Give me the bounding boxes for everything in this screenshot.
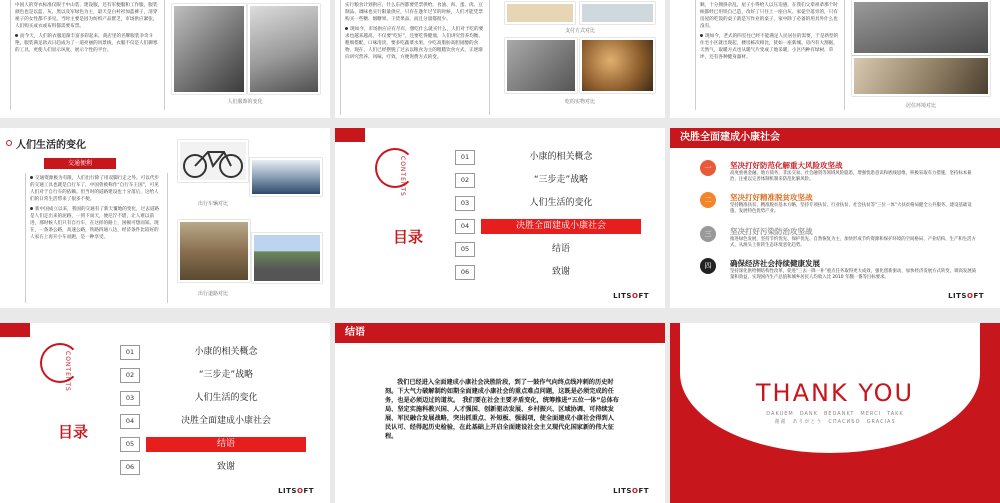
- toc-item-label: “三步走”战略: [198, 370, 254, 380]
- logo-part-c: FT: [973, 292, 984, 300]
- step-1-title: 坚决打好防范化解重大风险攻坚战: [730, 161, 843, 170]
- thank-you-languages-1: DAKUEM DANK BEDANKT MERCI TAKK: [766, 411, 904, 417]
- slide-transport[interactable]: [0, 128, 330, 308]
- step-2-icon: 二: [700, 192, 716, 208]
- toc-item-label: 结语: [146, 437, 306, 452]
- litsoft-logo: [613, 292, 649, 300]
- clothing-para-old: 中国人的穿衣标准仅限于中山装、建设服，还有军便服和工作服，服装颜色也是以蓝、灰、黑以及军绿色为主，最天是白衬衫加蓝裤子，清穿裙子的女性都不多见。当时主要是因为纺织产品匮乏，市场供应紧张，人们购买成衣或布料都需要布票。: [15, 3, 158, 29]
- contents-chinese-text: 目录: [393, 228, 424, 246]
- toc-item-number: 05: [120, 437, 140, 452]
- bullet-icon: [345, 27, 348, 30]
- thank-you-title: THANK YOU: [755, 379, 915, 407]
- contents-chinese-text: 目录: [58, 423, 89, 441]
- payment-caption: 支付方式对比: [564, 28, 595, 34]
- toc-item-number: 04: [455, 219, 475, 234]
- ration-coupon-photo: [505, 2, 575, 24]
- slide-food[interactable]: [335, 0, 665, 118]
- step-3-icon: 三: [700, 226, 716, 242]
- housing-para-new: [700, 33, 840, 61]
- logo-part-b: O: [966, 292, 974, 300]
- slide-housing[interactable]: [670, 0, 1000, 118]
- food-para-new-text: 现如今，市场供应应有尽有，想吃什么就买什么，人们对于吃的要求也越来越高，不仅要“吃好”，还要吃得健康，人们讲究营养均衡、粗细搭配，口味清淡，要多吃蔬菜水果，少吃高脂肪高胆固醇的食物，现在，人们已经摆脱了过去以粮食为主的粗糙饮食方式，正逐渐向讲究营养、风味、疗效、方便询费方式转变。: [345, 27, 484, 60]
- logo-part-a: LITS: [613, 487, 632, 495]
- vehicle-caption: 出行车辆对比: [197, 201, 228, 207]
- toc-item-03[interactable]: [455, 196, 655, 212]
- toc-item-number: 01: [455, 150, 475, 165]
- modern-food-photo: [580, 38, 655, 93]
- toc-item-number: 03: [455, 196, 475, 211]
- logo-part-c: FT: [638, 292, 649, 300]
- highway-photo: [252, 233, 322, 283]
- toc-branding: [375, 148, 425, 288]
- litsoft-logo: [278, 487, 314, 495]
- logo-part-c: FT: [303, 487, 314, 495]
- modern-housing-photo: [852, 56, 990, 96]
- corner-bar: [0, 323, 30, 337]
- logo-part-c: FT: [638, 487, 649, 495]
- logo-part-a: LITS: [613, 292, 632, 300]
- slide-clothing[interactable]: [0, 0, 330, 118]
- toc-item-label: 人们生活的变化: [194, 393, 258, 403]
- slide-title: 结语: [335, 323, 665, 343]
- toc-item-number: 04: [120, 414, 140, 429]
- toc-item-number: 06: [120, 460, 140, 475]
- toc-branding: [40, 343, 90, 483]
- bullet-icon: [15, 34, 18, 37]
- toc-item-05[interactable]: [120, 437, 320, 453]
- bullet-icon: [30, 176, 33, 179]
- logo-part-b: O: [631, 487, 639, 495]
- toc-item-01[interactable]: [455, 150, 655, 166]
- contents-english: CONTENTS: [399, 156, 406, 197]
- road-caption: 出行道路对比: [197, 291, 228, 297]
- contents-circle-icon: [40, 343, 80, 383]
- step-1-text: 高度重视金融、地方债务、非法交易、社会融资等领域风险隐患，增强忧患意识和底线思维，积极采取有力措施，坚持标本兼治，注重以完善体制机制来防范化解风险。: [730, 171, 972, 182]
- housing-text: [695, 0, 845, 110]
- clothing-caption: 人们服饰的变化: [227, 99, 263, 105]
- modern-clothing-photo: [248, 4, 320, 94]
- clothing-para-new: [15, 33, 160, 54]
- toc-item-number: 06: [455, 265, 475, 280]
- dirt-road-photo: [178, 220, 250, 282]
- topic-badge: 交通便利: [44, 158, 116, 169]
- slide-title: 决胜全面建成小康社会: [670, 128, 1000, 148]
- housing-caption: 居住环境对比: [905, 103, 936, 109]
- toc-item-number: 03: [120, 391, 140, 406]
- toc-item-05[interactable]: [455, 242, 655, 258]
- step-1-icon: 一: [700, 160, 716, 176]
- thank-you-languages-2: 谢谢 ありがとう СПАСИБО GRACIAS: [774, 419, 896, 425]
- slide-thank-you[interactable]: [670, 323, 1000, 503]
- toc-item-label: 小康的相关概念: [529, 152, 593, 162]
- toc-item-label: 致谢: [551, 267, 570, 277]
- toc-item-04[interactable]: [455, 219, 655, 235]
- toc-item-label: 结语: [551, 244, 570, 254]
- contents-chinese: [393, 228, 423, 246]
- toc-item-01[interactable]: [120, 345, 320, 361]
- logo-part-b: O: [296, 487, 304, 495]
- toc-item-number: 01: [120, 345, 140, 360]
- old-housing-photo: [852, 0, 990, 55]
- food-caption: 吃的实物对比: [564, 99, 595, 105]
- slide-toc-05[interactable]: [0, 323, 330, 503]
- housing-para-new-text: 现如今，老式的四室往已经不能满足人民居住的需要，于是新型的住宅小区就出现起，楼房栋次相比，犹如一座新城。房内有大割据，天然气，取暖方式也从暖气片变成了地采暖，小区内种有绿树、草坪，还有各种健身器材。: [700, 34, 839, 60]
- transport-para-old-text: 交通资源极为有限，人们出行除了用双脚行走之外，可以代步的交通工具也就是自行车了，中国曾被称作“自行车王国”，可见人们对于自行车的依赖。但当时的道路建设也十分落后，这给人们的日常生活带来了很多不便。: [30, 176, 160, 202]
- step-2-title: 坚决打好精准脱贫攻坚战: [730, 193, 813, 202]
- step-2-text: 坚持精准扶贫、精准脱贫基本方略，坚持专项扶贫、行业扶贫、社会扶贫等“三位一体”大扶贫格局健全公共服务、建设基础设施、发展特色优势产业。: [730, 203, 972, 214]
- bicycle-photo: [178, 140, 248, 182]
- transport-para-old: [30, 175, 163, 203]
- corner-bar: [335, 128, 365, 142]
- logo-part-b: O: [631, 292, 639, 300]
- toc-item-02[interactable]: [455, 173, 655, 189]
- slide-toc-04[interactable]: [335, 128, 665, 308]
- contents-english: CONTENTS: [64, 351, 71, 392]
- litsoft-logo: [613, 487, 649, 495]
- clothing-text: [10, 0, 165, 110]
- step-3-title: 坚决打好污染防治攻坚战: [730, 227, 813, 236]
- toc-item-number: 05: [455, 242, 475, 257]
- old-clothing-photo: [172, 4, 246, 94]
- toc-item-label: 致谢: [216, 462, 235, 472]
- step-4-text: 坚持深化供给侧结构性改革，促进“三去一降一补”重点任务取得更大成效，强化创新驱动，加快经济发展方式转变，调高发展质量和效益，实现国内生产总值和城乡居民人均收入比 2010 年翻一番等目标要求。: [730, 269, 977, 280]
- clothing-para-new-text: 而今天，人们的衣服追渐丰富多彩起来，商店里的名牌服装争奇斗艳，服装满足款式日趋成为了一道亮丽的风景线，衣服不仅是人们御寒的工具，更使人们显示风度、展示个性的平台。: [15, 34, 158, 53]
- heading-circle-icon: [6, 140, 12, 146]
- toc-item-label: 决胜全面建成小康社会: [180, 416, 271, 426]
- litsoft-logo: [948, 292, 984, 300]
- step-3-text: 推进绿色发展，坚持节约优先、保护优先、自然恢复为主，加快形成节约资源和保护环境的空间格局、产业结构、生产和生活方式，从源头上扭转生态环境恶化趋势。: [730, 237, 976, 248]
- logo-part-a: LITS: [278, 487, 297, 495]
- toc-item-number: 02: [455, 173, 475, 188]
- transport-para-new-text: 新中国成立以来，我国的交通有了新天覆地的变化，过去道路是人们走出来的泥路，一到下雨天，便尼泞不堪，让人难以前进，那时候人们只有自行车，在这样的路上，困顿可想而知。现在，一条条公路，高速公路，铁路四通八达，经济条件比较好的人家在上再开小车而跑，是一种享受。: [30, 207, 160, 240]
- toc-item-06[interactable]: [455, 265, 655, 281]
- car-photo: [250, 158, 322, 196]
- transport-text: [25, 173, 168, 303]
- toc-item-03[interactable]: [120, 391, 320, 407]
- food-para-old: 实行粮食计划供应，什么东西都要凭票供给，食油、肉、蛋、肉、豆制品、调味也实行限量供应，只有在逢年过节的时候，人们才能凭票购买一些糖、烟糖果、干货果品、而且分量都很少。: [345, 3, 483, 22]
- toc-item-label: 决胜全面建成小康社会: [481, 219, 641, 234]
- transport-para-new: [30, 206, 163, 241]
- contents-chinese: [58, 423, 88, 441]
- section-heading: 人们生活的变化: [16, 140, 86, 151]
- toc-item-02[interactable]: [120, 368, 320, 384]
- logo-part-a: LITS: [948, 292, 967, 300]
- toc-item-label: 人们生活的变化: [529, 198, 593, 208]
- slide-decisive-battle[interactable]: [670, 128, 1000, 308]
- old-food-photo: [505, 38, 577, 93]
- bullet-icon: [700, 34, 703, 37]
- toc-item-06[interactable]: [120, 460, 320, 476]
- step-4-title: 确保经济社会持续健康发展: [730, 259, 820, 268]
- toc-item-label: 小康的相关概念: [194, 347, 258, 357]
- mobile-pay-photo: [580, 2, 655, 24]
- step-4-icon: 四: [700, 258, 716, 274]
- food-para-new: [345, 26, 485, 61]
- slide-conclusion[interactable]: [335, 323, 665, 503]
- food-text: [340, 0, 490, 115]
- toc-item-04[interactable]: [120, 414, 320, 430]
- conclusion-body: 我们已经进入全面建成小康社会决胜阶段，到了一鼓作气向终点线冲刺的历史时刻。下大气力破解制约如期全面建成小康社会的重点难点问题，这既是必须完成的任务，也是必须迈过的道坎。 我们要在社会主要矛盾变化，统筹推进“五位一体”总体布局、坚定实施科教兴国、人才强国、创新驱动发展、乡村振兴、区域协调、可持续发展、军民融合发展战略，突出抓重点、补短板、强弱项，使全面建成小康社会得到人民认可、经得起历史检验，在此基础上开启全面建设社会主义现代化国家新的伟大征程。: [385, 379, 619, 440]
- housing-para-old: 顺，十分拥挤杂乱，屋子小得给人以压迫感，在我们父辈祖辈那个时候都经已用铁自己造，改好了只住上一座白灰、家徒空落旁的，只有房屋的吃饭的桌子就是写作业的桌子，家中除了必备的用具外什么也没有。: [700, 3, 838, 29]
- toc-item-label: “三步走”战略: [533, 175, 589, 185]
- bicycle-icon: [180, 142, 246, 180]
- contents-circle-icon: [375, 148, 415, 188]
- bullet-icon: [30, 207, 33, 210]
- toc-item-number: 02: [120, 368, 140, 383]
